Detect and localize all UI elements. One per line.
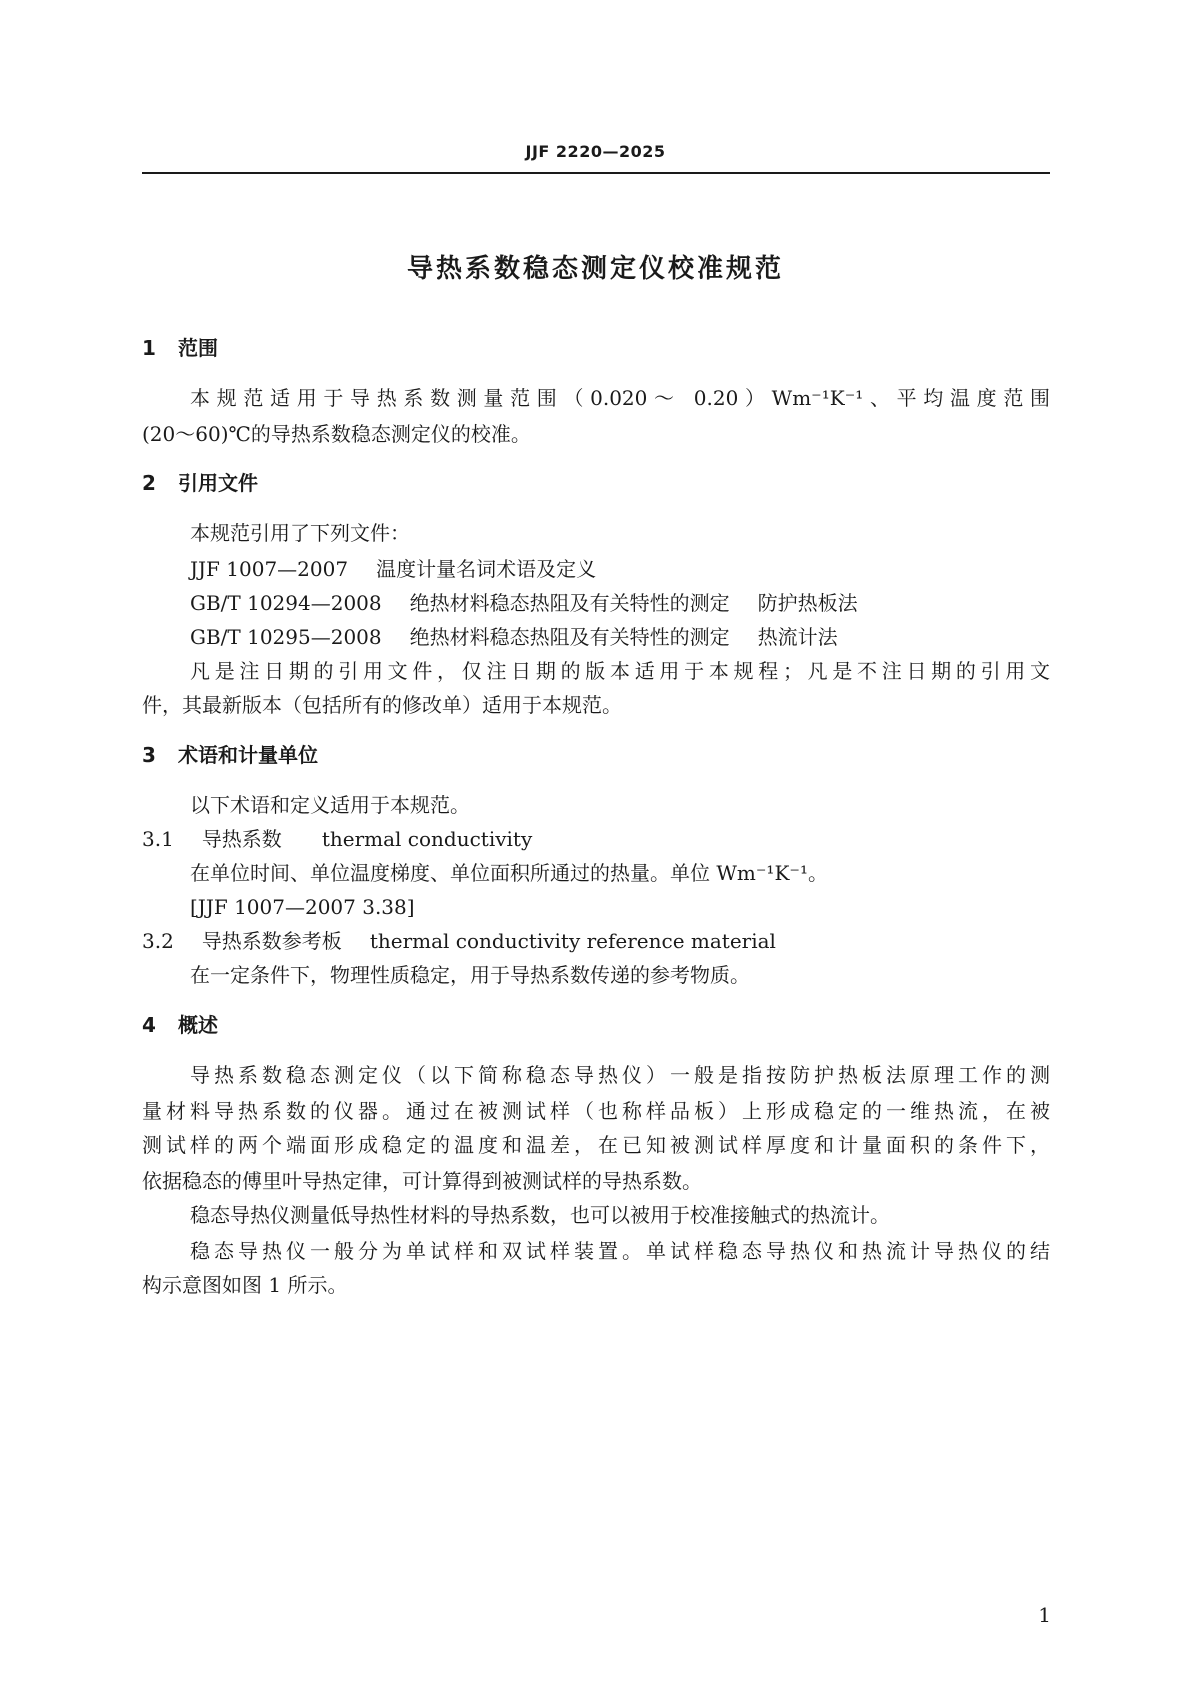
reference-code: JJF 1007—2007 xyxy=(190,557,349,581)
reference-code: GB/T 10294—2008 xyxy=(190,591,382,615)
term-chinese: 导热系数 xyxy=(201,827,282,851)
reference-title: 绝热材料稳态热阻及有关特性的测定 xyxy=(409,591,730,615)
reference-title: 温度计量名词术语及定义 xyxy=(376,557,597,581)
term-definition: 在一定条件下，物理性质稳定，用于导热系数传递的参考物质。 xyxy=(190,963,750,987)
section-title: 引用文件 xyxy=(178,471,258,495)
section-4-heading xyxy=(142,1012,218,1038)
section-number: 1 xyxy=(142,336,156,360)
term-source: [JJF 1007—2007 3.38] xyxy=(190,895,415,919)
section-title: 概述 xyxy=(178,1013,218,1037)
reference-item xyxy=(190,624,1050,650)
paragraph-line: 量材料导热系数的仪器。通过在被测试样（也称样品板）上形成稳定的一维热流，在被 xyxy=(142,1099,1050,1123)
paragraph-line: (20～60)℃的导热系数稳态测定仪的校准。 xyxy=(142,422,531,446)
section-number: 3 xyxy=(142,743,156,767)
term-chinese: 导热系数参考板 xyxy=(201,929,342,953)
page-title: 导热系数稳态测定仪校准规范 xyxy=(406,254,784,284)
section-number: 2 xyxy=(142,471,156,495)
paragraph-line: 以下术语和定义适用于本规范。 xyxy=(190,793,470,817)
reference-code: GB/T 10295—2008 xyxy=(190,625,382,649)
paragraph-line: 测试样的两个端面形成稳定的温度和温差，在已知被测试样厚度和计量面积的条件下， xyxy=(142,1133,1050,1157)
term-entry xyxy=(142,826,1050,852)
term-english: thermal conductivity reference material xyxy=(369,929,776,953)
paragraph-line: 件，其最新版本（包括所有的修改单）适用于本规范。 xyxy=(142,693,622,717)
paragraph-line: 构示意图如图 1 所示。 xyxy=(142,1273,348,1297)
section-number: 4 xyxy=(142,1013,156,1037)
reference-item xyxy=(190,556,1050,582)
section-title: 范围 xyxy=(178,336,218,360)
section-3-heading xyxy=(142,742,318,768)
reference-method: 热流计法 xyxy=(757,625,838,649)
header-divider xyxy=(142,172,1050,174)
paragraph-line: 凡是注日期的引用文件，仅注日期的版本适用于本规程；凡是不注日期的引用文 xyxy=(190,659,1050,683)
page-number: 1 xyxy=(1038,1603,1051,1627)
paragraph-line: 依据稳态的傅里叶导热定律，可计算得到被测试样的导热系数。 xyxy=(142,1169,702,1193)
term-number: 3.1 xyxy=(142,827,174,851)
reference-title: 绝热材料稳态热阻及有关特性的测定 xyxy=(409,625,730,649)
paragraph-line: 导热系数稳态测定仪（以下简称稳态导热仪）一般是指按防护热板法原理工作的测 xyxy=(190,1063,1050,1087)
term-definition: 在单位时间、单位温度梯度、单位面积所通过的热量。单位 Wm⁻¹K⁻¹。 xyxy=(190,861,828,885)
reference-item xyxy=(190,590,1050,616)
term-english: thermal conductivity xyxy=(321,827,533,851)
reference-method: 防护热板法 xyxy=(757,591,858,615)
paragraph-line: 稳态导热仪一般分为单试样和双试样装置。单试样稳态导热仪和热流计导热仪的结 xyxy=(190,1239,1050,1263)
term-number: 3.2 xyxy=(142,929,174,953)
paragraph-line: 本规范适用于导热系数测量范围（0.020～ 0.20）Wm⁻¹K⁻¹、平均温度范围 xyxy=(190,386,1050,410)
section-1-heading xyxy=(142,335,218,361)
section-title: 术语和计量单位 xyxy=(178,743,318,767)
section-2-heading xyxy=(142,470,258,496)
term-entry xyxy=(142,928,1050,954)
paragraph-line: 本规范引用了下列文件： xyxy=(190,521,410,545)
document-code: JJF 2220—2025 xyxy=(525,142,666,161)
paragraph-line: 稳态导热仪测量低导热性材料的导热系数，也可以被用于校准接触式的热流计。 xyxy=(190,1203,890,1227)
